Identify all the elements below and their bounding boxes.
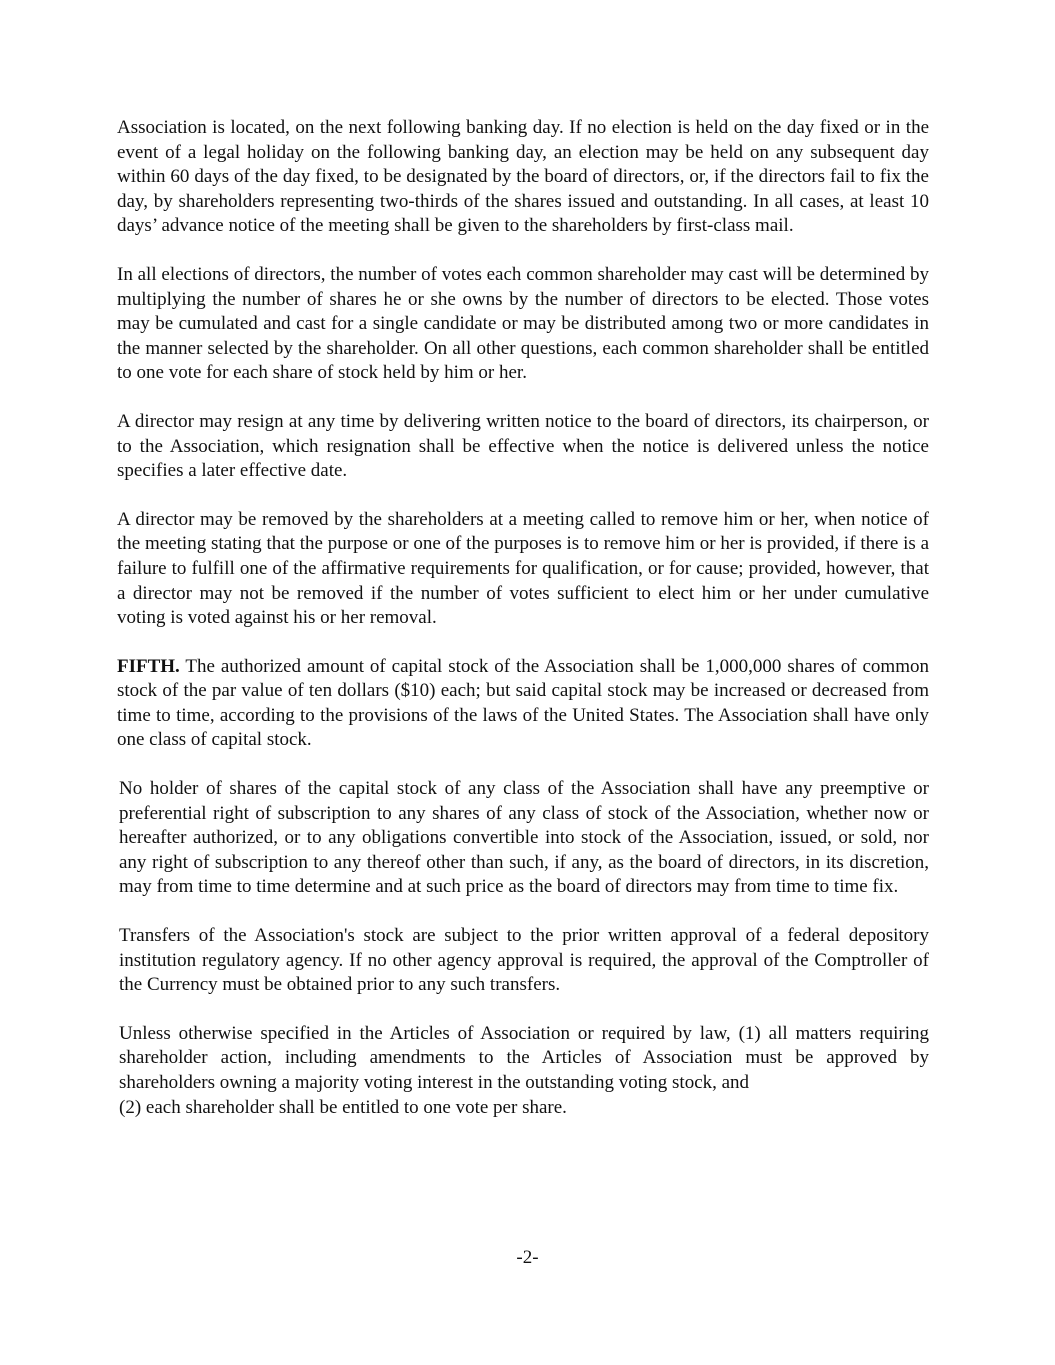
paragraph-fifth-capital-stock bbox=[117, 655, 929, 753]
paragraph-cumulative-voting: In all elections of directors, the number of votes each common shareholder may cast will be determined by multiplying the number of shares he or she owns by the number of directors to be elected. Those votes may be cumulated and cast for a single candidate or may be distributed among two or more candidates in the manner selected by the shareholder. On all other questions, each common shareholder shall be entitled to one vote for each share of stock held by him or her. bbox=[117, 263, 929, 384]
section-heading-fifth: FIFTH. bbox=[117, 655, 180, 677]
paragraph-election-timing: Association is located, on the next following banking day. If no election is held on the day fixed or in the event of a legal holiday on the following banking day, an election may be held on any subsequent day within 60 days of the day fixed, to be designated by the board of directors, or, if the directors fail to fix the day, by shareholders representing two-thirds of the shares issued and outstanding. In all cases, at least 10 days’ advance notice of the meeting shall be given to the shareholders by first-class mail. bbox=[117, 117, 929, 237]
paragraph-shareholder-action-part1: Unless otherwise specified in the Articles of Association or required by law, (1) all matters requiring shareholder action, including amendments to the Articles of Association must be approved by shareholders owning a majority voting interest in the outstanding voting stock, and bbox=[119, 1022, 929, 1093]
paragraph-fifth-text: The authorized amount of capital stock of the Association shall be 1,000,000 shares of common stock of the par value of ten dollars ($10) each; but said capital stock may be increased or decreased from time to time, according to the provisions of the laws of the United States. The Association shall have only one class of capital stock. bbox=[117, 655, 929, 751]
paragraph-director-resignation: A director may resign at any time by delivering written notice to the board of directors, its chairperson, or to the Association, which resignation shall be effective when the notice is delivered unless the notice specifies a later effective date. bbox=[117, 410, 929, 482]
paragraph-preemptive-rights: No holder of shares of the capital stock of any class of the Association shall have any preemptive or preferential right of subscription to any shares of any class of stock of the Association, whether now or hereafter authorized, or to any obligations convertible into stock of the Association, issued, or sold, nor any right of subscription to any thereof other than such, if any, as the board of directors, in its discretion, may from time to time determine and at such price as the board of directors may from time to time fix. bbox=[119, 778, 929, 898]
paragraph-shareholder-action bbox=[117, 1022, 929, 1120]
document-body bbox=[117, 116, 929, 1120]
paragraph-stock-transfers: Transfers of the Association's stock are subject to the prior written approval of a federal depository institution regulatory agency. If no other agency approval is required, the approval of the Comptroller of the Currency must be obtained prior to any such transfers. bbox=[119, 925, 929, 996]
paragraph-director-removal: A director may be removed by the shareholders at a meeting called to remove him or her, when notice of the meeting stating that the purpose or one of the purposes is to remove him or her is provided, if there is a failure to fulfill one of the affirmative requirements for qualification, or for cause; provided, however, that a director may not be removed if the number of votes sufficient to elect him or her under cumulative voting is voted against his or her removal. bbox=[117, 508, 929, 629]
paragraph-shareholder-action-part2: (2) each shareholder shall be entitled to one vote per share. bbox=[119, 1096, 567, 1118]
page-number: -2- bbox=[516, 1247, 539, 1268]
